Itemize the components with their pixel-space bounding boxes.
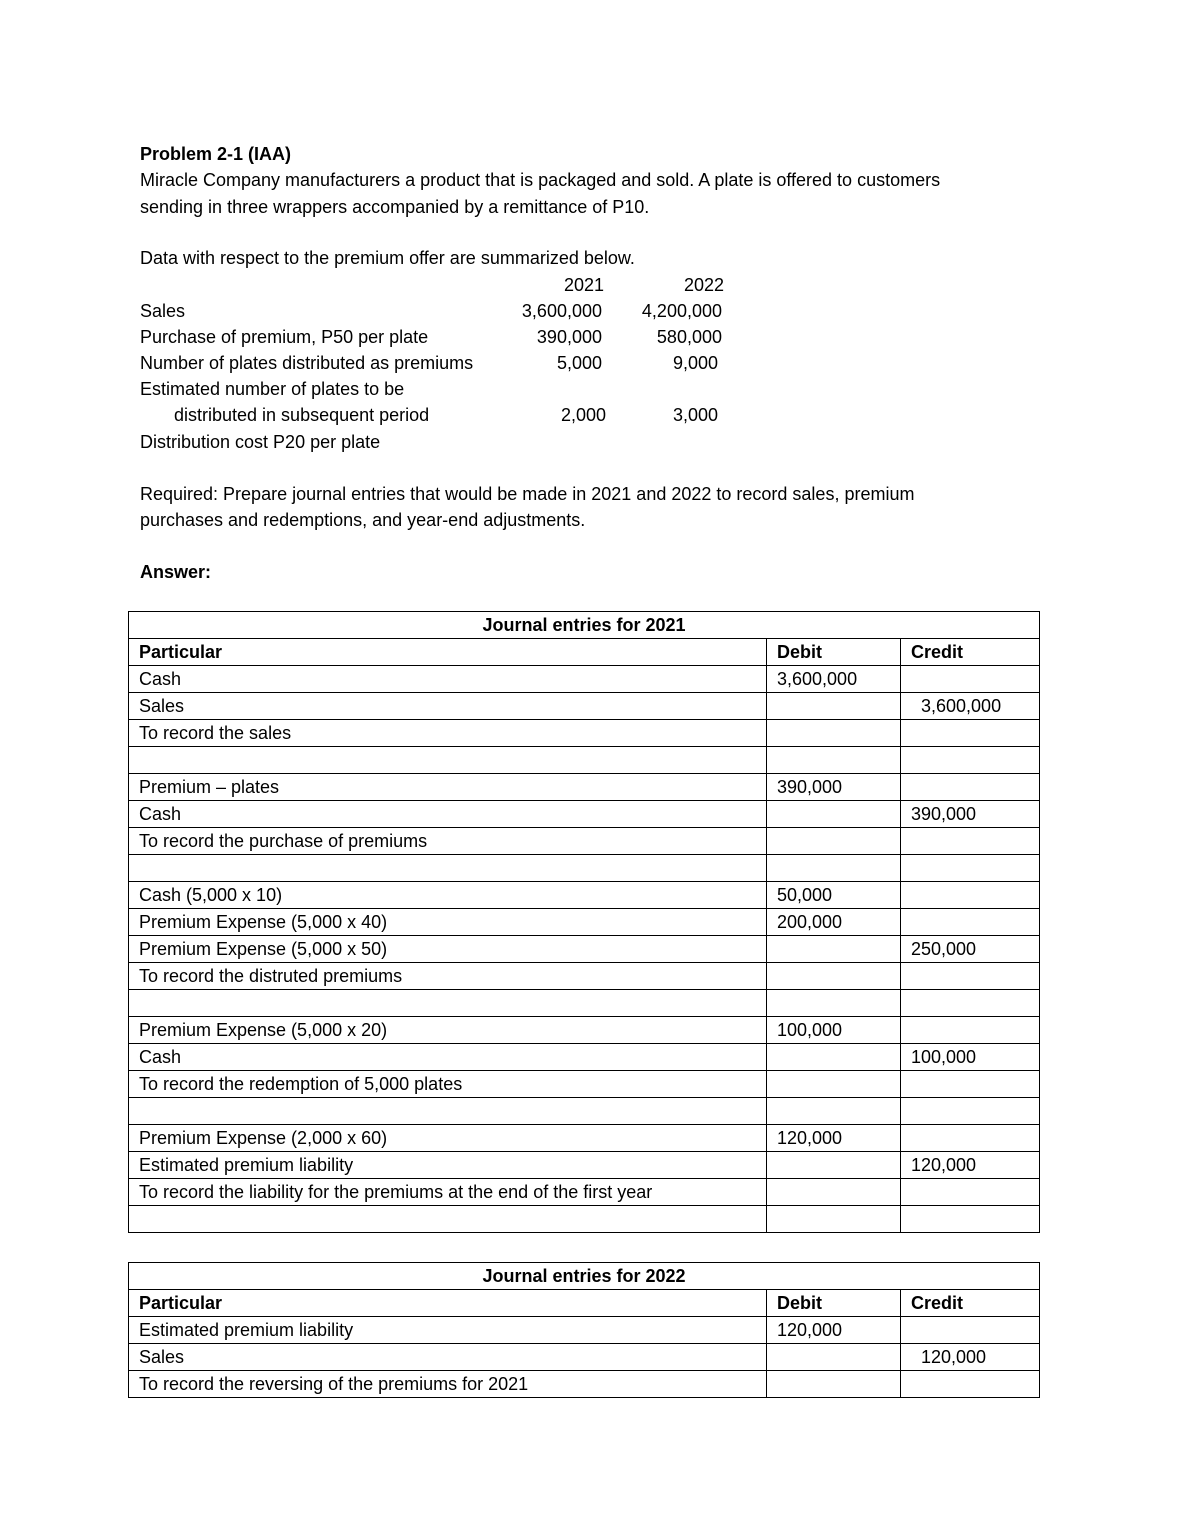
credit-cell xyxy=(901,1017,1040,1044)
particular-cell: Premium Expense (5,000 x 50) xyxy=(129,936,767,963)
journal-title-2021: Journal entries for 2021 xyxy=(129,612,1040,639)
table-title-row xyxy=(129,612,1040,639)
credit-cell: 100,000 xyxy=(901,1044,1040,1071)
credit-cell xyxy=(901,1317,1040,1344)
column-header-debit: Debit xyxy=(767,1290,901,1317)
table-row xyxy=(129,909,1040,936)
column-header-debit: Debit xyxy=(767,639,901,666)
debit-cell xyxy=(767,963,901,990)
credit-cell xyxy=(901,774,1040,801)
credit-cell xyxy=(901,990,1040,1017)
table-header-row xyxy=(129,1290,1040,1317)
data-label-estimated: Estimated number of plates to be xyxy=(140,379,405,399)
debit-cell: 120,000 xyxy=(767,1317,901,1344)
table-row xyxy=(129,1344,1040,1371)
particular-cell: Premium Expense (5,000 x 40) xyxy=(129,909,767,936)
credit-cell: 3,600,000 xyxy=(901,693,1040,720)
data-label-subsequent: distributed in subsequent period xyxy=(174,405,430,425)
table-row xyxy=(129,1206,1040,1233)
debit-cell xyxy=(767,1371,901,1398)
particular-cell: Premium Expense (5,000 x 20) xyxy=(129,1017,767,1044)
credit-cell: 390,000 xyxy=(901,801,1040,828)
table-row xyxy=(129,747,1040,774)
particular-cell: Premium – plates xyxy=(129,774,767,801)
data-value-subsequent-2021: 2,000 xyxy=(560,405,606,425)
particular-cell xyxy=(129,855,767,882)
table-row xyxy=(129,1152,1040,1179)
table-row xyxy=(129,1098,1040,1125)
credit-cell xyxy=(901,1098,1040,1125)
credit-cell xyxy=(901,909,1040,936)
table-row xyxy=(129,1371,1040,1398)
table-row xyxy=(129,801,1040,828)
debit-cell: 120,000 xyxy=(767,1125,901,1152)
year-header-2021: 2021 xyxy=(563,275,604,295)
particular-cell: To record the liability for the premiums at the end of the first year xyxy=(129,1179,767,1206)
table-row xyxy=(129,666,1040,693)
particular-cell: Premium Expense (2,000 x 60) xyxy=(129,1125,767,1152)
table-title-row xyxy=(129,1263,1040,1290)
credit-cell xyxy=(901,1179,1040,1206)
debit-cell xyxy=(767,1344,901,1371)
debit-cell: 100,000 xyxy=(767,1017,901,1044)
problem-title: Problem 2-1 (IAA) xyxy=(140,144,292,164)
particular-cell: To record the purchase of premiums xyxy=(129,828,767,855)
table-header-row xyxy=(129,639,1040,666)
data-label-distribution-cost: Distribution cost P20 per plate xyxy=(140,432,381,452)
debit-cell xyxy=(767,990,901,1017)
debit-cell: 3,600,000 xyxy=(767,666,901,693)
particular-cell: To record the reversing of the premiums for 2021 xyxy=(129,1371,767,1398)
table-row xyxy=(129,1179,1040,1206)
particular-cell: Cash (5,000 x 10) xyxy=(129,882,767,909)
debit-cell xyxy=(767,936,901,963)
data-value-plates-2021: 5,000 xyxy=(556,353,602,373)
table-row xyxy=(129,1125,1040,1152)
journal-table-2022 xyxy=(128,1262,1040,1398)
particular-cell: Sales xyxy=(129,693,767,720)
debit-cell xyxy=(767,1206,901,1233)
credit-cell xyxy=(901,855,1040,882)
table-row xyxy=(129,963,1040,990)
column-header-credit: Credit xyxy=(901,1290,1040,1317)
debit-cell xyxy=(767,1152,901,1179)
debit-cell xyxy=(767,1071,901,1098)
particular-cell: Estimated premium liability xyxy=(129,1152,767,1179)
year-header-2022: 2022 xyxy=(683,275,724,295)
problem-intro-line-1: Miracle Company manufacturers a product that is packaged and sold. A plate is offered to customers xyxy=(140,170,941,190)
table-row xyxy=(129,1017,1040,1044)
data-value-purchase-2022: 580,000 xyxy=(656,327,722,347)
particular-cell: Sales xyxy=(129,1344,767,1371)
answer-label: Answer: xyxy=(140,562,212,582)
table-row xyxy=(129,720,1040,747)
table-row xyxy=(129,693,1040,720)
particular-cell: Cash xyxy=(129,1044,767,1071)
table-row xyxy=(129,936,1040,963)
particular-cell xyxy=(129,990,767,1017)
debit-cell xyxy=(767,693,901,720)
table-row xyxy=(129,1071,1040,1098)
table-row xyxy=(129,828,1040,855)
table-row xyxy=(129,882,1040,909)
debit-cell: 200,000 xyxy=(767,909,901,936)
debit-cell xyxy=(767,720,901,747)
journal-table-2021 xyxy=(128,611,1040,1233)
problem-intro-line-2: sending in three wrappers accompanied by a remittance of P10. xyxy=(140,197,650,217)
credit-cell xyxy=(901,963,1040,990)
debit-cell xyxy=(767,828,901,855)
data-label-purchase: Purchase of premium, P50 per plate xyxy=(140,327,429,347)
debit-cell: 50,000 xyxy=(767,882,901,909)
required-line-2: purchases and redemptions, and year-end adjustments. xyxy=(140,510,586,530)
data-label-sales: Sales xyxy=(140,301,186,321)
credit-cell xyxy=(901,747,1040,774)
data-label-plates-distributed: Number of plates distributed as premiums xyxy=(140,353,474,373)
required-line-1: Required: Prepare journal entries that would be made in 2021 and 2022 to record sales, premium xyxy=(140,484,915,504)
debit-cell xyxy=(767,1179,901,1206)
data-value-sales-2022: 4,200,000 xyxy=(641,301,722,321)
credit-cell: 250,000 xyxy=(901,936,1040,963)
column-header-particular: Particular xyxy=(129,639,767,666)
credit-cell xyxy=(901,1071,1040,1098)
credit-cell xyxy=(901,1125,1040,1152)
column-header-particular: Particular xyxy=(129,1290,767,1317)
debit-cell xyxy=(767,1044,901,1071)
journal-title-2022: Journal entries for 2022 xyxy=(129,1263,1040,1290)
credit-cell xyxy=(901,1371,1040,1398)
credit-cell: 120,000 xyxy=(901,1152,1040,1179)
particular-cell: To record the redemption of 5,000 plates xyxy=(129,1071,767,1098)
particular-cell: To record the sales xyxy=(129,720,767,747)
debit-cell xyxy=(767,855,901,882)
data-value-plates-2022: 9,000 xyxy=(672,353,718,373)
debit-cell xyxy=(767,801,901,828)
table-row xyxy=(129,774,1040,801)
debit-cell xyxy=(767,1098,901,1125)
credit-cell xyxy=(901,882,1040,909)
data-value-sales-2021: 3,600,000 xyxy=(521,301,602,321)
particular-cell: Cash xyxy=(129,801,767,828)
particular-cell: To record the distruted premiums xyxy=(129,963,767,990)
table-row xyxy=(129,1044,1040,1071)
data-value-purchase-2021: 390,000 xyxy=(536,327,602,347)
credit-cell xyxy=(901,828,1040,855)
debit-cell xyxy=(767,747,901,774)
particular-cell xyxy=(129,1206,767,1233)
data-value-subsequent-2022: 3,000 xyxy=(672,405,718,425)
particular-cell xyxy=(129,747,767,774)
data-intro: Data with respect to the premium offer are summarized below. xyxy=(140,248,635,268)
table-row xyxy=(129,855,1040,882)
credit-cell xyxy=(901,666,1040,693)
particular-cell xyxy=(129,1098,767,1125)
table-row xyxy=(129,1317,1040,1344)
table-row xyxy=(129,990,1040,1017)
particular-cell: Estimated premium liability xyxy=(129,1317,767,1344)
credit-cell: 120,000 xyxy=(901,1344,1040,1371)
particular-cell: Cash xyxy=(129,666,767,693)
debit-cell: 390,000 xyxy=(767,774,901,801)
credit-cell xyxy=(901,1206,1040,1233)
credit-cell xyxy=(901,720,1040,747)
column-header-credit: Credit xyxy=(901,639,1040,666)
